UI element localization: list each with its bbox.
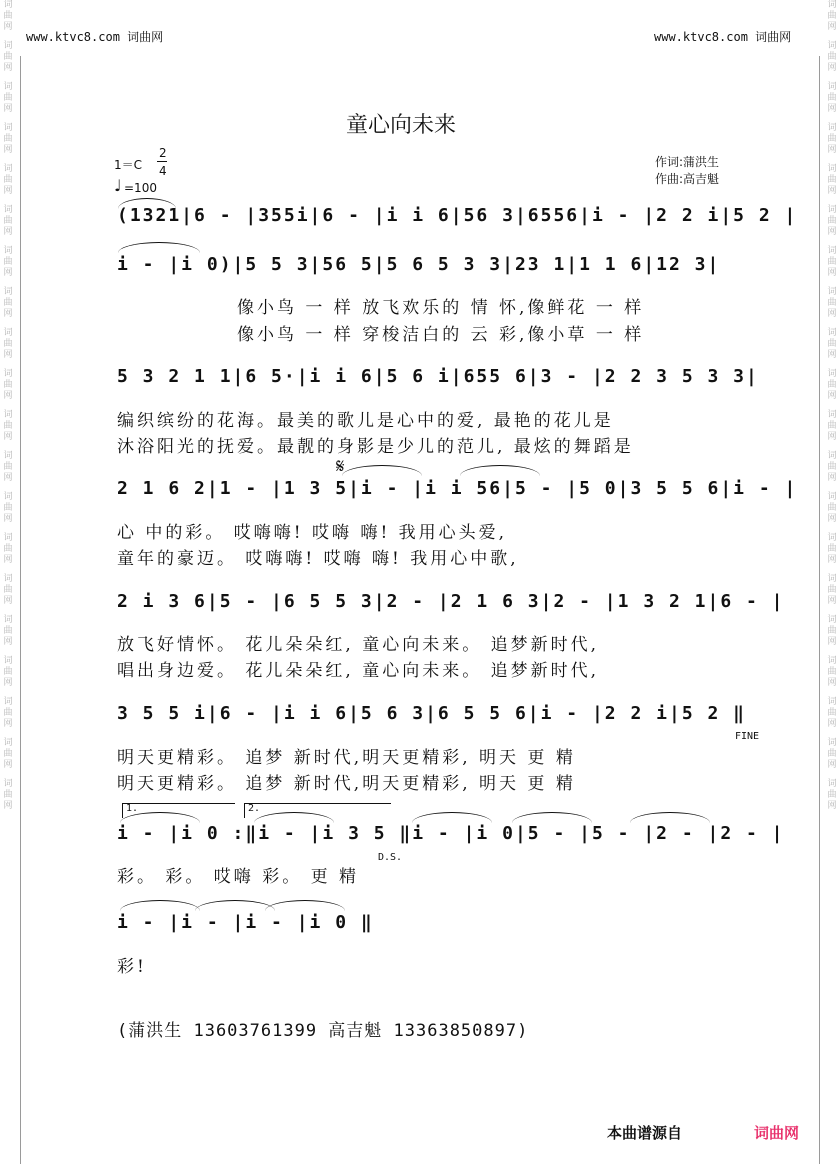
watermark-text: 词 曲 网	[827, 656, 837, 688]
watermark-text: 词 曲 网	[827, 492, 837, 524]
watermark-text: 词 曲 网	[3, 287, 13, 319]
watermark-text: 词 曲 网	[827, 205, 837, 237]
watermark-text: 词 曲 网	[827, 369, 837, 401]
watermark-text: 词 曲 网	[3, 328, 13, 360]
watermark-text: 词 曲 网	[3, 205, 13, 237]
lyric-line-7: 彩。 彩。 哎嗨 彩。 更 精	[117, 867, 360, 887]
watermark-text: 词 曲 网	[3, 369, 13, 401]
watermark-text: 词 曲 网	[3, 41, 13, 73]
tie	[265, 900, 345, 911]
lyric-line-4b: 童年的豪迈。 哎嗨嗨! 哎嗨 嗨! 我用心中歌,	[117, 549, 519, 569]
watermark-text: 词 曲 网	[3, 0, 13, 32]
ds-mark: D.S.	[378, 852, 403, 863]
watermark-text: 词 曲 网	[827, 82, 837, 114]
watermark-text: 词 曲 网	[827, 738, 837, 770]
lyric-line-6b: 明天更精彩。 追梦 新时代,明天更精彩, 明天 更 精	[117, 774, 576, 794]
right-watermark-strip	[825, 0, 839, 1169]
lyric-line-2a: 像小鸟 一 样 放飞欢乐的 情 怀,像鲜花 一 样	[237, 298, 645, 318]
watermark-text: 词 曲 网	[827, 574, 837, 606]
notation-line-2: i - |i 0)|5 5 3|56 5|5 6 5 3 3|23 1|1 1 6|12 3|	[117, 254, 721, 275]
tie	[630, 812, 710, 823]
lyric-line-6a: 明天更精彩。 追梦 新时代,明天更精彩, 明天 更 精	[117, 748, 576, 768]
lyric-line-2b: 像小鸟 一 样 穿梭洁白的 云 彩,像小草 一 样	[237, 325, 645, 345]
tie	[195, 900, 275, 911]
watermark-text: 词 曲 网	[827, 779, 837, 811]
left-border-line	[20, 56, 21, 1164]
watermark-text: 词 曲 网	[827, 164, 837, 196]
watermark-text: 词 曲 网	[827, 123, 837, 155]
tie	[342, 465, 422, 476]
watermark-text: 词 曲 网	[827, 697, 837, 729]
notation-line-4: 2 1 6 2|1 - |1 3 5|i - |i i 56|5 - |5 0|3 5 5 6|i - |	[117, 478, 798, 499]
quarter-note-icon: ♩	[114, 176, 122, 195]
notation-line-1: (1321|6 - |355i|6 - |i i 6|56 3|6556|i - |2 2 i|5 2 |	[117, 205, 798, 226]
watermark-text: 词 曲 网	[827, 287, 837, 319]
tie	[460, 465, 540, 476]
time-signature-line	[157, 161, 167, 162]
lyric-line-3a: 编织缤纷的花海。最美的歌儿是心中的爱, 最艳的花儿是	[117, 411, 614, 431]
watermark-text: 词 曲 网	[3, 246, 13, 278]
left-watermark-strip	[1, 0, 15, 1169]
notation-line-6: 3 5 5 i|6 - |i i 6|5 6 3|6 5 5 6|i - |2 2 i|5 2 ‖	[117, 703, 747, 724]
watermark-text: 词 曲 网	[3, 656, 13, 688]
tie	[120, 900, 200, 911]
watermark-text: 词 曲 网	[3, 410, 13, 442]
watermark-text: 词 曲 网	[827, 328, 837, 360]
volta-2-label: 2.	[248, 803, 261, 814]
lyric-line-8: 彩!	[117, 957, 147, 977]
contact-line: (蒲洪生 13603761399 高吉魁 13363850897)	[117, 1021, 529, 1041]
watermark-text: 词 曲 网	[3, 533, 13, 565]
notation-line-7: i - |i 0 :‖i - |i 3 5 ‖i - |i 0|5 - |5 - |2 - |2 - |	[117, 823, 785, 844]
watermark-text: 词 曲 网	[3, 574, 13, 606]
watermark-text: 词 曲 网	[827, 533, 837, 565]
tie	[512, 812, 592, 823]
watermark-text: 词 曲 网	[3, 451, 13, 483]
source-label: 本曲谱源自	[607, 1124, 683, 1142]
lyric-line-3b: 沐浴阳光的抚爱。最靓的身影是少儿的范儿, 最炫的舞蹈是	[117, 437, 634, 457]
watermark-text: 词 曲 网	[827, 0, 837, 32]
watermark-text: 词 曲 网	[3, 615, 13, 647]
volta-1-label: 1.	[126, 803, 139, 814]
watermark-text: 词 曲 网	[827, 410, 837, 442]
lyric-line-5b: 唱出身边爱。 花儿朵朵红, 童心向未来。 追梦新时代,	[117, 661, 600, 681]
key-signature: 1＝C	[114, 158, 143, 172]
tempo: =100	[124, 181, 157, 195]
watermark-text: 词 曲 网	[827, 451, 837, 483]
source-site-link[interactable]: 词曲网	[754, 1124, 800, 1142]
watermark-text: 词 曲 网	[3, 738, 13, 770]
site-link-left[interactable]: www.ktvc8.com 词曲网	[26, 30, 164, 44]
fine-mark: FINE	[735, 731, 760, 742]
watermark-text: 词 曲 网	[827, 246, 837, 278]
site-link-right[interactable]: www.ktvc8.com 词曲网	[654, 30, 792, 44]
watermark-text: 词 曲 网	[3, 123, 13, 155]
notation-line-5: 2 i 3 6|5 - |6 5 5 3|2 - |2 1 6 3|2 - |1 3 2 1|6 - |	[117, 591, 785, 612]
notation-line-8: i - |i - |i - |i 0 ‖	[117, 912, 374, 933]
composer: 作曲:高吉魁	[655, 172, 720, 186]
watermark-text: 词 曲 网	[3, 697, 13, 729]
song-title: 童心向未来	[346, 113, 457, 138]
slur	[118, 198, 176, 209]
watermark-text: 词 曲 网	[3, 164, 13, 196]
time-signature-bottom: 4	[159, 164, 167, 178]
segno-icon: 𝄋	[336, 454, 345, 478]
right-border-line	[819, 56, 820, 1164]
watermark-text: 词 曲 网	[3, 82, 13, 114]
notation-line-3: 5 3 2 1 1|6 5·|i i 6|5 6 i|655 6|3 - |2 2 3 5 3 3|	[117, 366, 759, 387]
watermark-text: 词 曲 网	[3, 492, 13, 524]
tie	[118, 242, 200, 253]
watermark-text: 词 曲 网	[827, 41, 837, 73]
lyricist: 作词:蒲洪生	[655, 155, 720, 169]
lyric-line-5a: 放飞好情怀。 花儿朵朵红, 童心向未来。 追梦新时代,	[117, 635, 600, 655]
lyric-line-4a: 心 中的彩。 哎嗨嗨! 哎嗨 嗨! 我用心头爱,	[117, 523, 508, 543]
watermark-text: 词 曲 网	[3, 779, 13, 811]
watermark-text: 词 曲 网	[827, 615, 837, 647]
tie	[412, 812, 492, 823]
time-signature-top: 2	[159, 146, 167, 160]
